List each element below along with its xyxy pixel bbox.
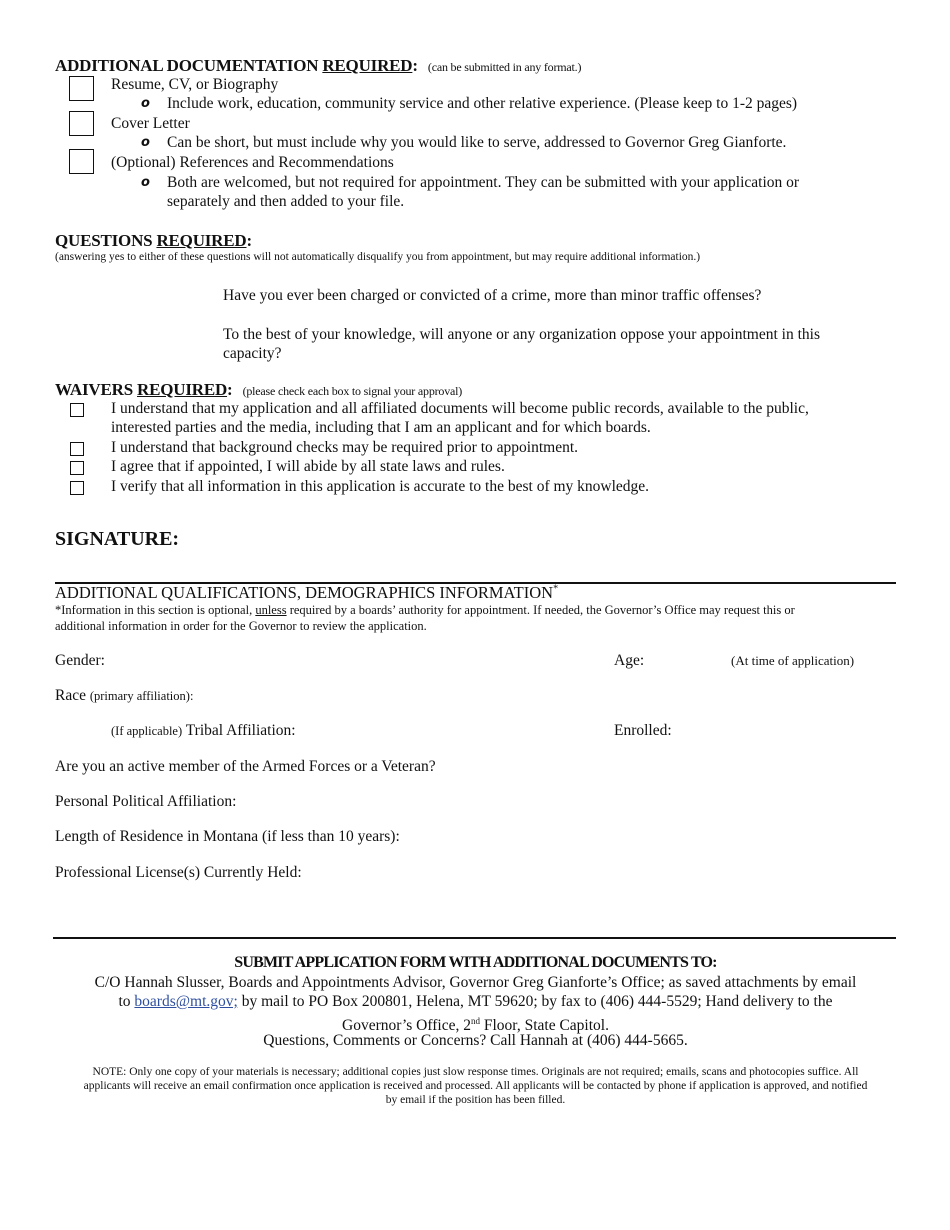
cover-letter-bullet-text: Can be short, but must include why you would like to serve, addressed to Governor Greg Gianforte. (167, 134, 787, 151)
waiver-public-records-checkbox[interactable] (70, 403, 84, 417)
references-checkbox[interactable] (69, 149, 94, 174)
resume-label: Resume, CV, or Biography (111, 76, 279, 93)
waiver-laws: I agree that if appointed, I will abide by all state laws and rules. (111, 458, 505, 475)
age-label: Age: (614, 652, 645, 669)
question-oppose-2: capacity? (223, 345, 282, 362)
gender-label: Gender: (55, 652, 105, 669)
waiver-background-checkbox[interactable] (70, 442, 84, 456)
submit-line-1: C/O Hannah Slusser, Boards and Appointments Advisor, Governor Greg Gianforte’s Office; as saved attachments by email (94, 974, 857, 991)
questions-heading: QUESTIONS REQUIRED: (55, 231, 252, 250)
signature-label: SIGNATURE: (55, 528, 180, 550)
race-label: Race (primary affiliation): (55, 687, 194, 704)
submit-divider (53, 937, 896, 939)
waiver-background: I understand that background checks may be required prior to appointment. (111, 439, 579, 456)
additional-docs-note: (can be submitted in any format.) (427, 60, 582, 74)
qualifications-note-2: additional information in order for the Governor to review the application. (55, 619, 427, 633)
age-note: (At time of application) (731, 653, 855, 668)
qualifications-note-1: *Information in this section is optional, unless required by a boards’ authority for appointment. If needed, the Governor’s Office may request this or (55, 603, 795, 617)
waiver-laws-checkbox[interactable] (70, 461, 84, 475)
note-line-3: by email if the position has been filled. (385, 1094, 566, 1106)
references-label: (Optional) References and Recommendations (111, 154, 394, 171)
submit-line-3: Governor’s Office, 2nd Floor, State Capitol. (342, 1016, 609, 1035)
questions-note: (answering yes to either of these questions will not automatically disqualify you from appointment, but may require additional information.) (55, 251, 701, 263)
waiver-verify: I verify that all information in this application is accurate to the best of my knowledge. (111, 478, 650, 495)
question-oppose-1: To the best of your knowledge, will anyone or any organization oppose your appointment in this (223, 326, 820, 343)
qualifications-heading: ADDITIONAL QUALIFICATIONS, DEMOGRAPHICS INFORMATION* (55, 583, 559, 602)
cover-letter-checkbox[interactable] (69, 111, 94, 136)
political-affiliation-label: Personal Political Affiliation: (55, 793, 237, 810)
question-crime: Have you ever been charged or convicted of a crime, more than minor traffic offenses? (223, 287, 762, 304)
references-bullet-text-1: Both are welcomed, but not required for appointment. They can be submitted with your application or (167, 174, 800, 191)
resume-checkbox[interactable] (69, 76, 94, 101)
waiver-public-records-1: I understand that my application and all affiliated documents will become public records, available to the public, (111, 400, 809, 417)
submit-heading: SUBMIT APPLICATION FORM WITH ADDITIONAL DOCUMENTS TO: (234, 954, 717, 971)
bullet-icon: o (141, 96, 150, 111)
cover-letter-label: Cover Letter (111, 115, 190, 132)
waivers-heading: WAIVERS REQUIRED: (please check each box to signal your approval) (55, 380, 463, 399)
waiver-public-records-2: interested parties and the media, including that I am an applicant and for which boards. (111, 419, 651, 436)
submit-line-4: Questions, Comments or Concerns? Call Hannah at (406) 444-5665. (263, 1032, 688, 1049)
bullet-icon: o (141, 135, 150, 150)
references-bullet-text-2: separately and then added to your file. (167, 193, 405, 210)
bullet-icon: o (141, 175, 150, 190)
resume-bullet-text: Include work, education, community service and other relative experience. (Please keep to 1-2 pages) (167, 95, 798, 112)
armed-forces-label: Are you an active member of the Armed Forces or a Veteran? (55, 758, 436, 775)
tribal-affiliation-label: (If applicable) Tribal Affiliation: (111, 722, 296, 739)
residence-length-label: Length of Residence in Montana (if less than 10 years): (55, 828, 400, 845)
email-link[interactable]: boards@mt.gov; (134, 993, 238, 1010)
waiver-verify-checkbox[interactable] (70, 481, 84, 495)
submit-line-2: to boards@mt.gov; by mail to PO Box 200801, Helena, MT 59620; by fax to (406) 444-5529; Hand delivery to the (118, 993, 833, 1010)
professional-license-label: Professional License(s) Currently Held: (55, 864, 302, 881)
enrolled-label: Enrolled: (614, 722, 672, 739)
note-line-2: applicants will receive an email confirmation once application is received and processed. All applicants will be contacted by phone if application is approved, and notified (83, 1080, 868, 1092)
note-line-1: NOTE: Only one copy of your materials is necessary; additional copies just slow response times. Originals are not required; emails, scans and photocopies suffice. All (92, 1066, 859, 1078)
additional-docs-heading: ADDITIONAL DOCUMENTATION REQUIRED: (can be submitted in any format.) (55, 56, 582, 75)
waivers-note: (please check each box to signal your approval) (242, 384, 463, 398)
